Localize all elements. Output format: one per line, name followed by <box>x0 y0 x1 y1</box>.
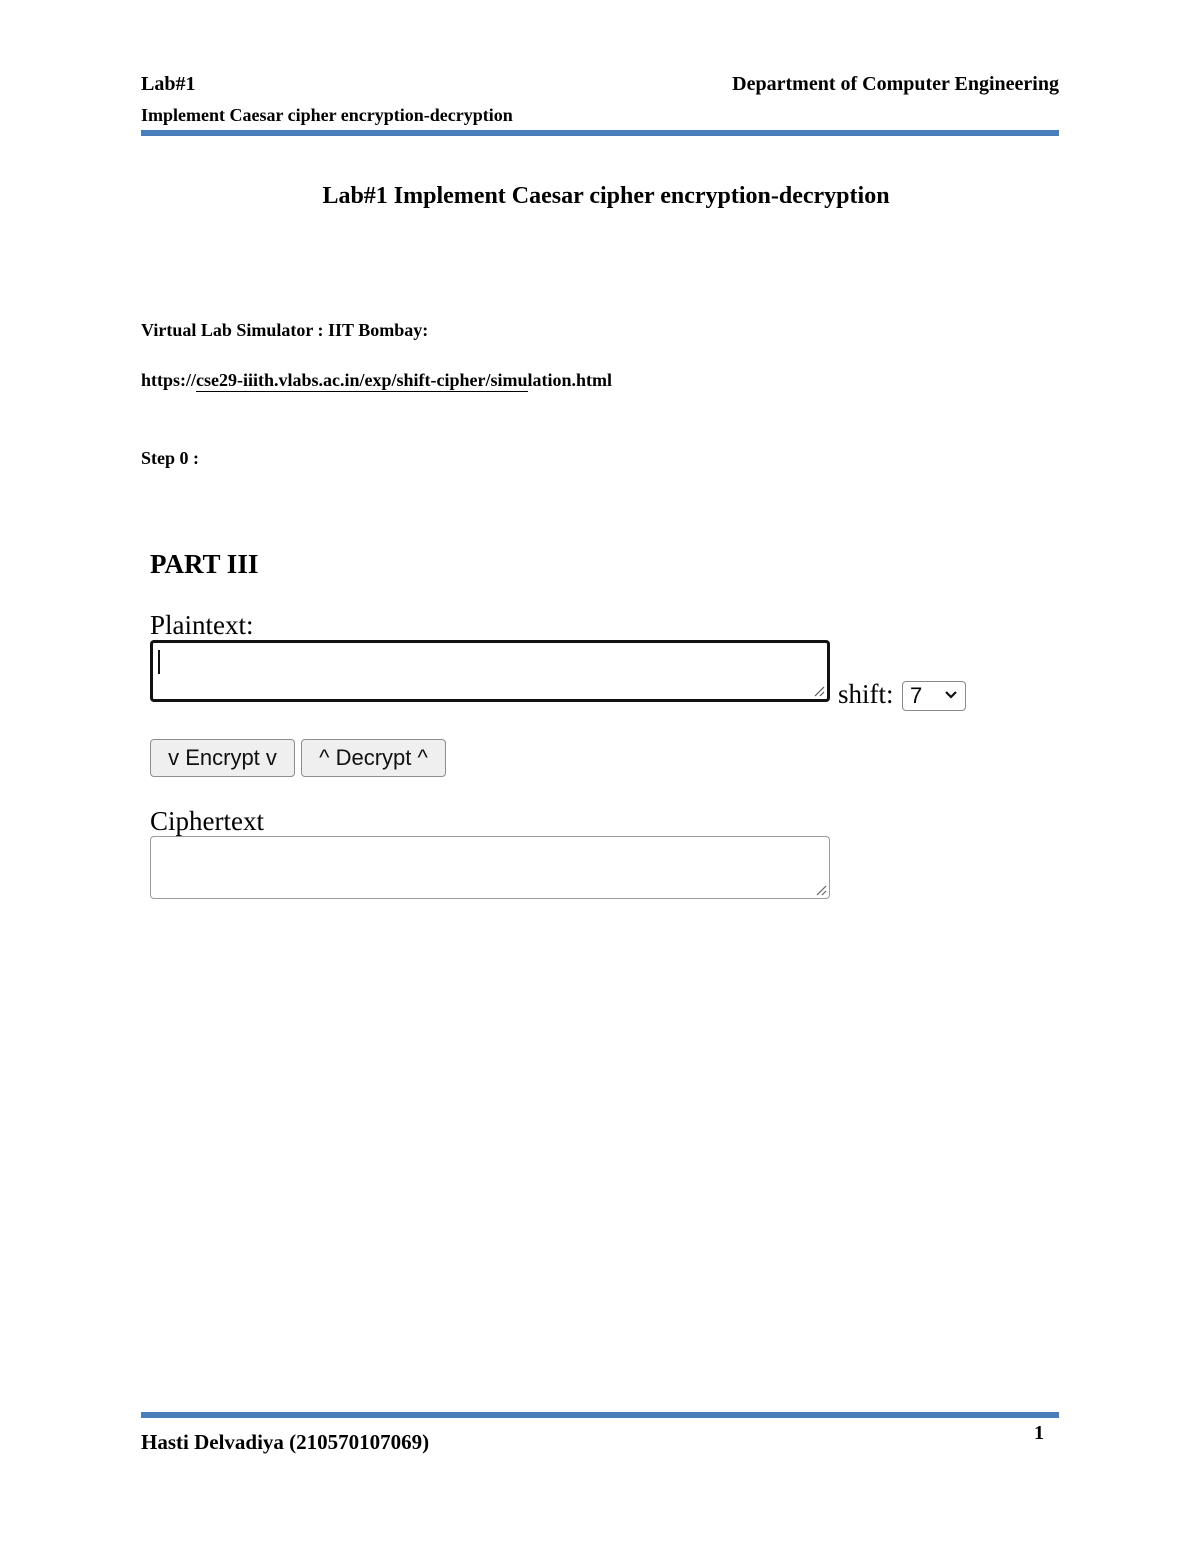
page-number: 1 <box>1034 1422 1044 1444</box>
page-title: Lab#1 Implement Caesar cipher encryption-decryption <box>322 183 890 209</box>
ciphertext-output[interactable] <box>150 836 830 899</box>
simulator-screenshot <box>141 535 1001 915</box>
url-prefix: https:// <box>141 370 197 390</box>
resize-grip-icon[interactable] <box>815 884 827 896</box>
ciphertext-label: Ciphertext <box>150 806 264 836</box>
simulator-source-text: Virtual Lab Simulator : IIT Bombay: <box>141 320 429 340</box>
simulator-url-link[interactable] <box>141 370 612 392</box>
simulator-heading: PART III <box>150 549 259 579</box>
url-underlined-part: cse29-iiith.vlabs.ac.in/exp/shift-cipher/simu <box>196 370 528 390</box>
decrypt-button[interactable]: ^ Decrypt ^ <box>301 739 446 777</box>
shift-select[interactable] <box>902 681 966 711</box>
shift-label: shift: <box>838 679 894 709</box>
url-suffix: lation.html <box>527 370 613 390</box>
header-department: Department of Computer Engineering <box>732 73 1059 95</box>
footer-rule <box>141 1412 1059 1418</box>
step-label: Step 0 : <box>141 448 199 468</box>
footer-author: Hasti Delvadiya (210570107069) <box>141 1430 430 1454</box>
simulator-url[interactable] <box>141 368 612 392</box>
plaintext-input[interactable] <box>150 640 830 702</box>
plaintext-label: Plaintext: <box>150 610 254 640</box>
chevron-down-icon <box>944 690 958 700</box>
resize-grip-icon[interactable] <box>813 685 825 697</box>
header-subtitle: Implement Caesar cipher encryption-decryption <box>141 105 513 125</box>
encrypt-button[interactable]: v Encrypt v <box>150 739 295 777</box>
shift-value: 7 <box>910 683 923 708</box>
header-rule <box>141 130 1059 136</box>
header-lab-number: Lab#1 <box>141 73 196 95</box>
text-cursor <box>158 650 160 674</box>
